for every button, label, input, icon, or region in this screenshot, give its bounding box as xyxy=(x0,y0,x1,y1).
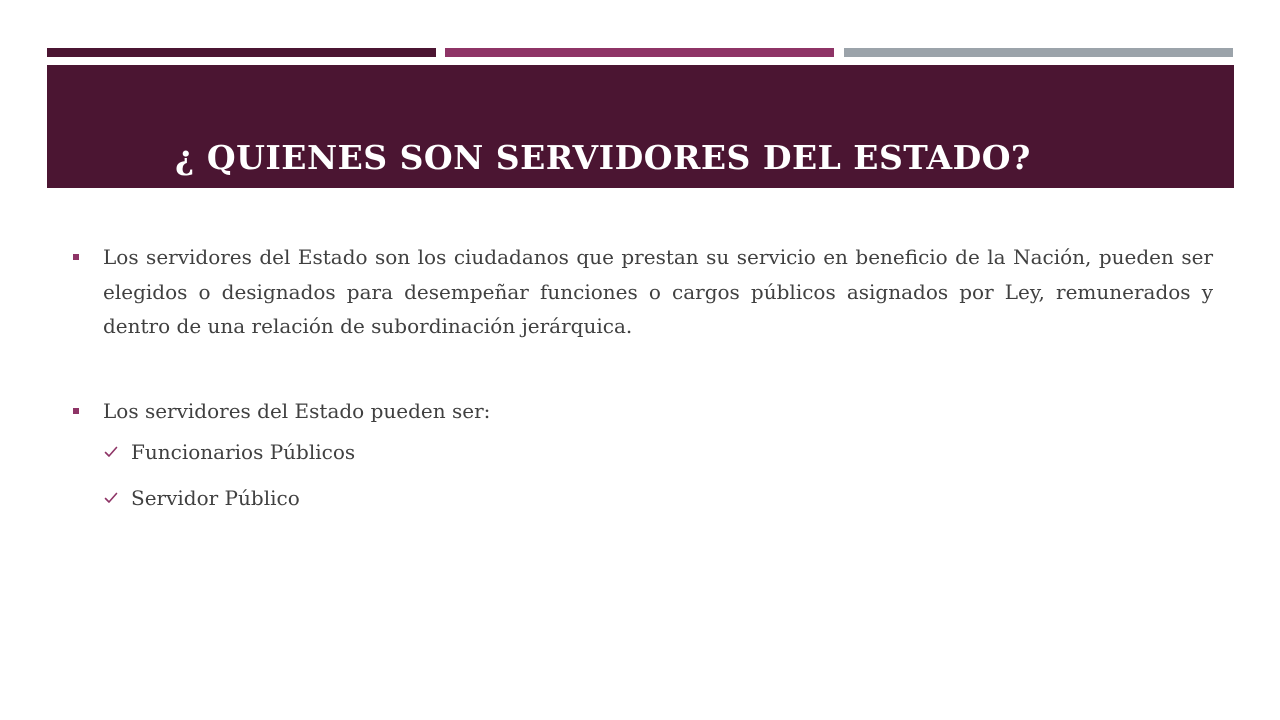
slide-body xyxy=(70,240,1213,521)
list-item-funcionarios xyxy=(70,429,1213,475)
checkmark-icon xyxy=(104,429,118,475)
accent-bar-magenta xyxy=(445,48,834,57)
checkmark-icon xyxy=(104,475,118,521)
accent-bar-dark xyxy=(47,48,436,57)
bullet-text: Los servidores del Estado pueden ser: xyxy=(103,398,491,423)
square-bullet-icon xyxy=(73,254,79,260)
bullet-item-definition xyxy=(70,240,1213,344)
accent-bar-gray xyxy=(844,48,1233,57)
square-bullet-icon xyxy=(73,408,79,414)
slide-title: ¿ QUIENES SON SERVIDORES DEL ESTADO? xyxy=(175,138,1031,177)
sub-list xyxy=(70,429,1213,521)
list-item-label: Funcionarios Públicos xyxy=(131,440,356,464)
bullet-item-types xyxy=(70,394,1213,429)
list-item-label: Servidor Público xyxy=(131,486,300,510)
bullet-text: Los servidores del Estado son los ciudadanos que prestan su servicio en beneficio de la Nación, pueden ser elegidos o designados para desempeñar funciones o cargos públicos asignados por Ley, remunerados y dentro de una relación de subordinación jerárquica. xyxy=(103,245,1213,338)
list-item-servidor xyxy=(70,475,1213,521)
